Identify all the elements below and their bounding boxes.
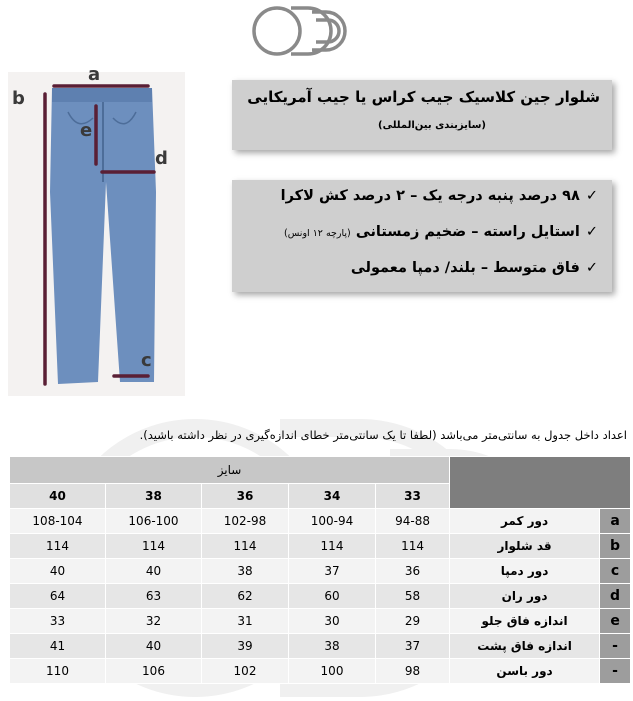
table-cell: 64 [10,584,106,609]
row-label: دور باسن [450,659,600,684]
table-cell: 102-98 [202,509,289,534]
row-key: - [600,659,631,684]
check-icon: ✓ [585,260,598,276]
table-cell: 40 [106,634,202,659]
table-cell: 40 [10,559,106,584]
table-row [10,634,631,659]
table-row [10,509,631,534]
table-row [10,609,631,634]
dimension-label-d: d [155,148,168,169]
table-note: اعداد داخل جدول به سانتی‌متر می‌باشد (لطفا تا یک سانتی‌متر خطای اندازه‌گیری در نظر داشته باشید). [139,428,627,442]
product-subtitle: (سایزبندی بین‌المللی) [378,120,486,131]
table-cell: 114 [106,534,202,559]
table-cell: 102 [202,659,289,684]
table-cell: 41 [10,634,106,659]
table-cell: 114 [376,534,450,559]
table-cell: 114 [202,534,289,559]
dimension-label-e: e [80,120,93,141]
row-key: d [600,584,631,609]
size-heading: سایز [10,457,450,484]
table-cell: 58 [376,584,450,609]
dimension-label-b: b [12,88,25,109]
check-icon: ✓ [585,188,598,204]
size-38: 38 [106,484,202,509]
table-cell: 33 [10,609,106,634]
size-40: 40 [10,484,106,509]
row-label: دور دمپا [450,559,600,584]
feature-item: ✓استایل راسته – ضخیم زمستانی (پارچه ۱۲ اونس) [283,224,598,240]
product-title: شلوار جین کلاسیک جیب کراس یا جیب آمریکایی [247,88,600,106]
row-label: دور کمر [450,509,600,534]
table-cell: 32 [106,609,202,634]
table-cell: 38 [289,634,376,659]
row-label: اندازه فاق جلو [450,609,600,634]
table-cell: 40 [106,559,202,584]
table-cell: 38 [202,559,289,584]
row-label: اندازه فاق پشت [450,634,600,659]
size-36: 36 [202,484,289,509]
size-33: 33 [376,484,450,509]
table-cell: 37 [376,634,450,659]
table-cell: 29 [376,609,450,634]
table-cell: 94-88 [376,509,450,534]
feature-item: ✓۹۸ درصد پنبه درجه یک – ۲ درصد کش لاکرا [280,188,598,204]
table-cell: 100-94 [289,509,376,534]
table-cell: 100 [289,659,376,684]
jeans-illustration [8,72,185,396]
size-34: 34 [289,484,376,509]
table-cell: 114 [10,534,106,559]
dimension-label-c: c [141,350,152,371]
table-cell: 63 [106,584,202,609]
table-cell: 62 [202,584,289,609]
title-panel [232,80,612,150]
features-panel [232,180,612,292]
row-key: c [600,559,631,584]
table-cell: 106-100 [106,509,202,534]
row-label: دور ران [450,584,600,609]
table-row [10,559,631,584]
table-cell: 39 [202,634,289,659]
row-key: e [600,609,631,634]
table-corner [450,457,631,509]
brand-monogram-logo [250,4,354,58]
table-row [10,584,631,609]
table-cell: 60 [289,584,376,609]
row-key: - [600,634,631,659]
table-cell: 31 [202,609,289,634]
table-cell: 108-104 [10,509,106,534]
table-cell: 36 [376,559,450,584]
table-cell: 37 [289,559,376,584]
table-cell: 110 [10,659,106,684]
table-cell: 114 [289,534,376,559]
table-cell: 30 [289,609,376,634]
table-cell: 98 [376,659,450,684]
table-row [10,534,631,559]
row-label: قد شلوار [450,534,600,559]
feature-item: ✓فاق متوسط – بلند/ دمپا معمولی [350,260,598,276]
size-table [9,456,631,684]
feature-note: (پارچه ۱۲ اونس) [283,228,351,239]
row-key: b [600,534,631,559]
dimension-label-a: a [88,64,101,85]
product-photo [8,64,185,396]
row-key: a [600,509,631,534]
table-cell: 106 [106,659,202,684]
check-icon: ✓ [585,224,598,240]
table-row [10,659,631,684]
